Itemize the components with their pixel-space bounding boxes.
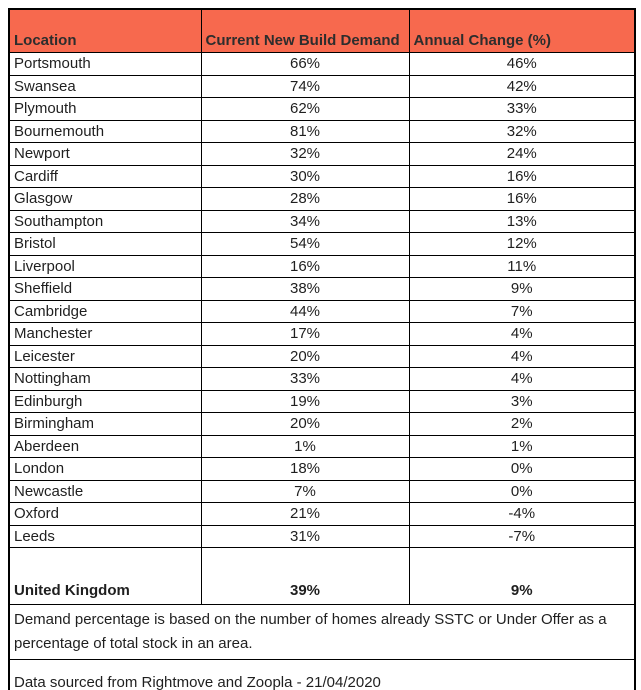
demand-cell: 62% xyxy=(201,98,409,121)
location-cell: Manchester xyxy=(9,323,201,346)
column-header-current-new-build-demand: Current New Build Demand xyxy=(201,9,409,53)
table-row xyxy=(9,480,635,503)
change-cell: -7% xyxy=(409,525,635,548)
location-cell: Plymouth xyxy=(9,98,201,121)
demand-cell: 66% xyxy=(201,53,409,76)
table-row xyxy=(9,503,635,526)
table-row xyxy=(9,98,635,121)
demand-cell: 30% xyxy=(201,165,409,188)
demand-cell: 32% xyxy=(201,143,409,166)
summary-row-united-kingdom xyxy=(9,548,635,605)
table-row xyxy=(9,165,635,188)
change-cell: -4% xyxy=(409,503,635,526)
change-cell: 16% xyxy=(409,188,635,211)
demand-cell: 16% xyxy=(201,255,409,278)
demand-cell: 28% xyxy=(201,188,409,211)
location-cell: Bournemouth xyxy=(9,120,201,143)
summary-demand-cell: 39% xyxy=(201,548,409,605)
demand-cell: 31% xyxy=(201,525,409,548)
change-cell: 11% xyxy=(409,255,635,278)
table-row xyxy=(9,188,635,211)
location-cell: Leicester xyxy=(9,345,201,368)
table-row xyxy=(9,143,635,166)
location-cell: Leeds xyxy=(9,525,201,548)
footnote-source-text: Data sourced from Rightmove and Zoopla - 21/04/2020 xyxy=(9,660,635,690)
demand-cell: 7% xyxy=(201,480,409,503)
demand-cell: 74% xyxy=(201,75,409,98)
change-cell: 4% xyxy=(409,368,635,391)
change-cell: 13% xyxy=(409,210,635,233)
table-body xyxy=(9,53,635,548)
summary-location-cell: United Kingdom xyxy=(9,548,201,605)
demand-cell: 44% xyxy=(201,300,409,323)
change-cell: 2% xyxy=(409,413,635,436)
change-cell: 1% xyxy=(409,435,635,458)
column-header-location: Location xyxy=(9,9,201,53)
change-cell: 4% xyxy=(409,323,635,346)
footnote-methodology-text: Demand percentage is based on the number of homes already SSTC or Under Offer as a percentage of total stock in an area. xyxy=(9,605,635,660)
demand-cell: 20% xyxy=(201,413,409,436)
table-row xyxy=(9,210,635,233)
location-cell: Newcastle xyxy=(9,480,201,503)
demand-cell: 54% xyxy=(201,233,409,256)
change-cell: 0% xyxy=(409,458,635,481)
location-cell: Cambridge xyxy=(9,300,201,323)
change-cell: 24% xyxy=(409,143,635,166)
change-cell: 0% xyxy=(409,480,635,503)
location-cell: Edinburgh xyxy=(9,390,201,413)
location-cell: Liverpool xyxy=(9,255,201,278)
change-cell: 12% xyxy=(409,233,635,256)
change-cell: 32% xyxy=(409,120,635,143)
summary-change-cell: 9% xyxy=(409,548,635,605)
location-cell: Cardiff xyxy=(9,165,201,188)
new-build-demand-table xyxy=(8,8,636,690)
column-header-annual-change: Annual Change (%) xyxy=(409,9,635,53)
demand-cell: 38% xyxy=(201,278,409,301)
location-cell: Portsmouth xyxy=(9,53,201,76)
location-cell: Birmingham xyxy=(9,413,201,436)
change-cell: 7% xyxy=(409,300,635,323)
location-cell: Glasgow xyxy=(9,188,201,211)
demand-cell: 1% xyxy=(201,435,409,458)
footnote-row-source xyxy=(9,660,635,690)
table-row xyxy=(9,75,635,98)
location-cell: Oxford xyxy=(9,503,201,526)
demand-cell: 17% xyxy=(201,323,409,346)
change-cell: 4% xyxy=(409,345,635,368)
location-cell: Southampton xyxy=(9,210,201,233)
change-cell: 16% xyxy=(409,165,635,188)
table-row xyxy=(9,278,635,301)
location-cell: Swansea xyxy=(9,75,201,98)
table-row xyxy=(9,390,635,413)
demand-cell: 19% xyxy=(201,390,409,413)
change-cell: 42% xyxy=(409,75,635,98)
demand-cell: 34% xyxy=(201,210,409,233)
table-row xyxy=(9,255,635,278)
table-header-row xyxy=(9,9,635,53)
table-row xyxy=(9,345,635,368)
change-cell: 33% xyxy=(409,98,635,121)
table-row xyxy=(9,120,635,143)
demand-cell: 18% xyxy=(201,458,409,481)
location-cell: London xyxy=(9,458,201,481)
demand-cell: 21% xyxy=(201,503,409,526)
location-cell: Nottingham xyxy=(9,368,201,391)
change-cell: 9% xyxy=(409,278,635,301)
table-row xyxy=(9,233,635,256)
table-row xyxy=(9,53,635,76)
location-cell: Newport xyxy=(9,143,201,166)
demand-cell: 81% xyxy=(201,120,409,143)
demand-cell: 33% xyxy=(201,368,409,391)
demand-cell: 20% xyxy=(201,345,409,368)
footnote-row-methodology xyxy=(9,605,635,660)
table-row xyxy=(9,525,635,548)
change-cell: 46% xyxy=(409,53,635,76)
location-cell: Sheffield xyxy=(9,278,201,301)
table-row xyxy=(9,413,635,436)
table-row xyxy=(9,435,635,458)
table-row xyxy=(9,300,635,323)
table-row xyxy=(9,458,635,481)
location-cell: Bristol xyxy=(9,233,201,256)
table-row xyxy=(9,323,635,346)
location-cell: Aberdeen xyxy=(9,435,201,458)
table-row xyxy=(9,368,635,391)
change-cell: 3% xyxy=(409,390,635,413)
